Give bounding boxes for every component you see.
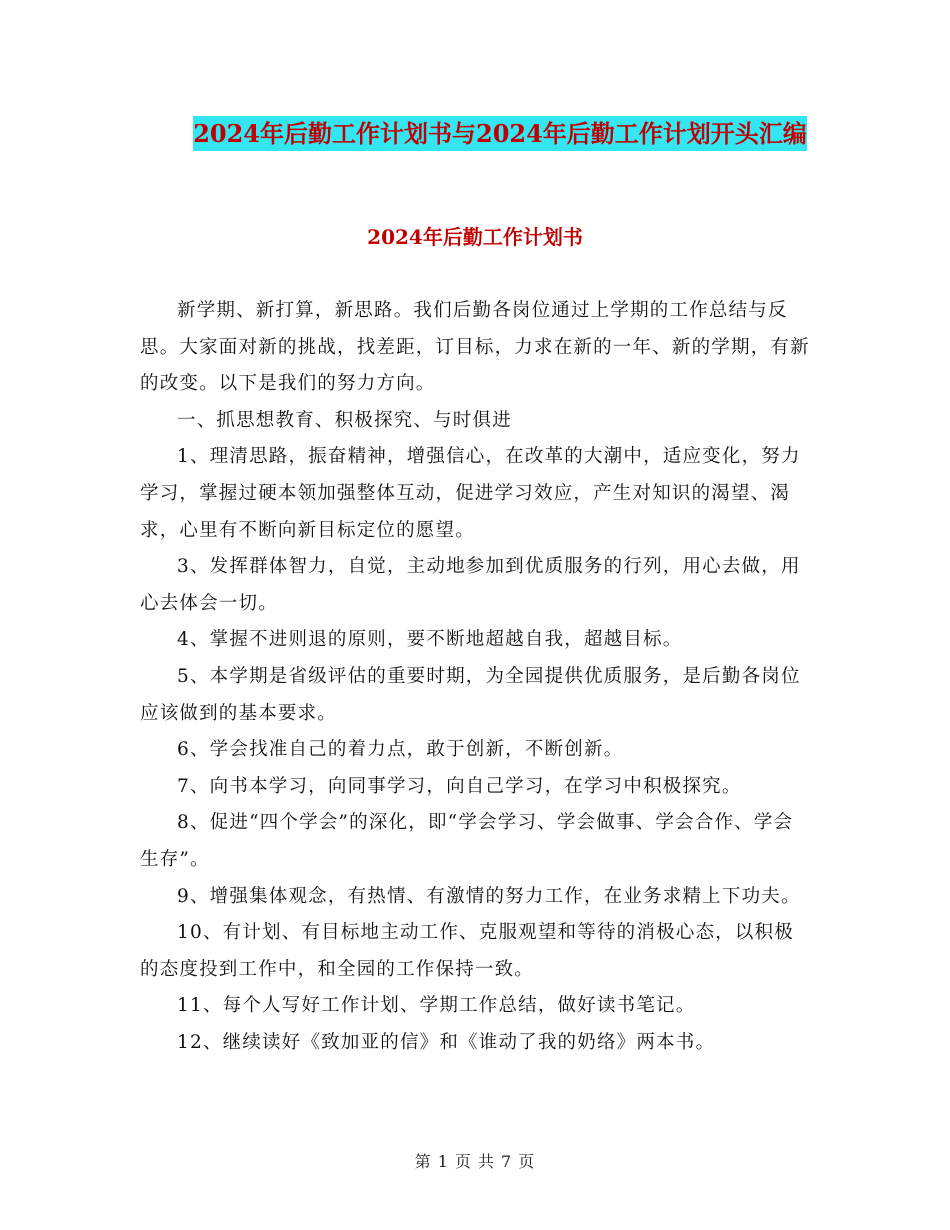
paragraph: 6、学会找准自己的着力点，敢于创新，不断创新。 — [177, 739, 624, 761]
paragraph: 新学期、新打算，新思路。我们后勤各岗位通过上学期的工作总结与反思。大家面对新的挑战，找差距，订目标，力求在新的一年、新的学期，有新的改变。以下是我们的努力方向。 — [140, 300, 810, 395]
document-body — [140, 293, 812, 1061]
footer-prefix: 第 — [414, 1152, 432, 1171]
paragraph: 3、发挥群体智力，自觉，主动地参加到优质服务的行列，用心去做，用心去体会一切。 — [140, 556, 801, 614]
paragraph: 12、继续读好《致加亚的信》和《谁动了我的奶络》两本书。 — [177, 1031, 716, 1053]
paragraph: 10、有计划、有目标地主动工作、克服观望和等待的消极心态，以积极的态度投到工作中，和全园的工作保持一致。 — [140, 922, 794, 980]
footer-total-pages: 7 — [501, 1152, 513, 1171]
document-title — [140, 110, 860, 157]
paragraph: 一、抓思想教育、积极探究、与时俱进 — [177, 409, 512, 431]
paragraph: 9、增强集体观念，有热情、有激情的努力工作，在业务求精上下功夫。 — [177, 885, 801, 907]
document-title-text: 2024年后勤工作计划书与2024年后勤工作计划开头汇编 — [193, 116, 807, 151]
footer-total-word: 共 — [478, 1152, 496, 1171]
paragraph: 11、每个人写好工作计划、学期工作总结，做好读书笔记。 — [177, 995, 696, 1017]
footer-page-word: 页 — [454, 1152, 472, 1171]
footer-suffix: 页 — [518, 1152, 536, 1171]
paragraph: 1、理清思路，振奋精神，增强信心，在改革的大潮中，适应变化，努力学习，掌握过硬本领加强整体互动，促进学习效应，产生对知识的渴望、渴求，心里有不断向新目标定位的愿望。 — [140, 446, 801, 541]
section-title: 2024年后勤工作计划书 — [367, 225, 583, 249]
paragraph: 7、向书本学习，向同事学习，向自己学习，在学习中积极探究。 — [177, 775, 742, 797]
footer-current-page: 1 — [437, 1152, 449, 1171]
page-footer — [0, 1152, 950, 1172]
paragraph: 8、促进“四个学会”的深化，即“学会学习、学会做事、学会合作、学会生存”。 — [140, 812, 794, 870]
paragraph: 4、掌握不进则退的原则，要不断地超越自我，超越目标。 — [177, 629, 683, 651]
paragraph: 5、本学期是省级评估的重要时期，为全园提供优质服务，是后勤各岗位应该做到的基本要求。 — [140, 665, 801, 724]
